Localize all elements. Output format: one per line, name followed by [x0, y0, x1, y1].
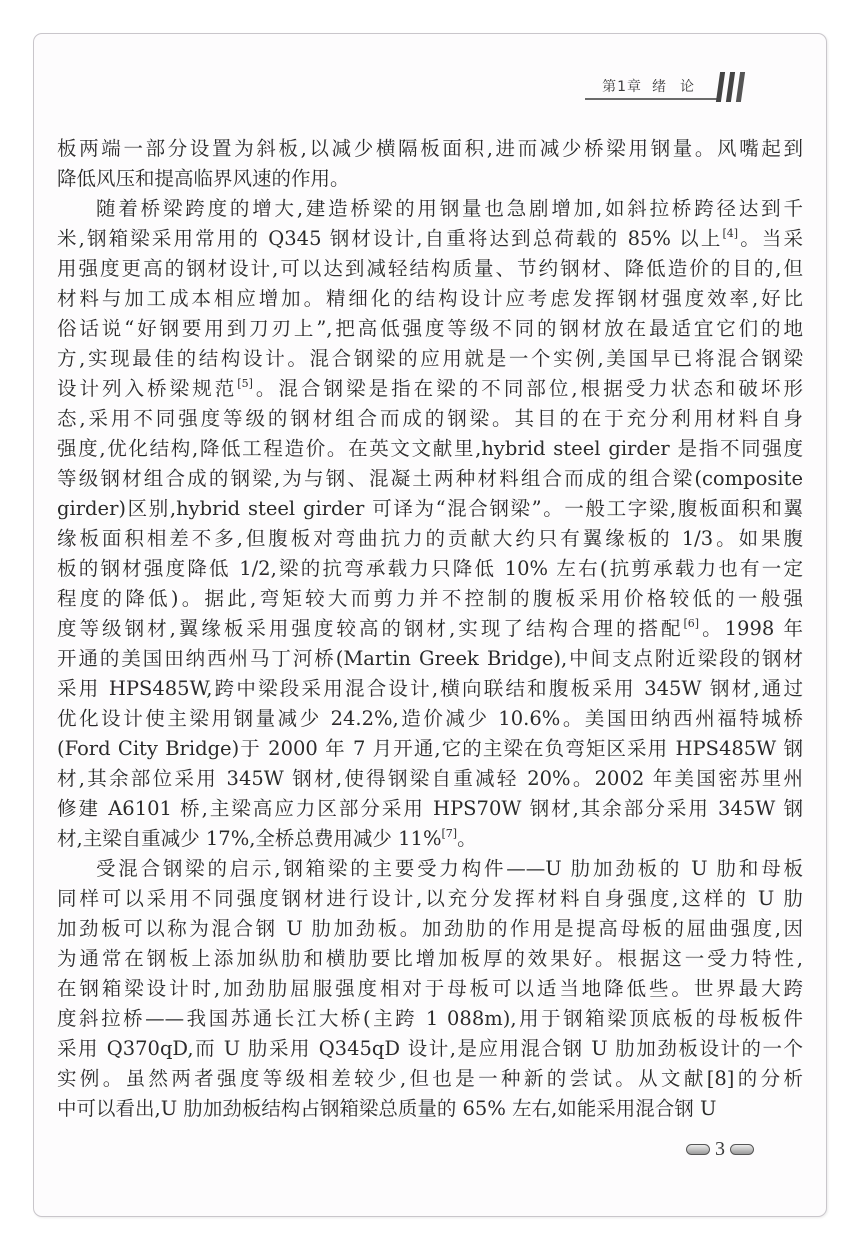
text-line: 降低风压和提高临界风速的作用。: [57, 167, 350, 190]
paragraph: [57, 194, 803, 854]
folio-left-ornament-icon: [686, 1144, 710, 1155]
paragraph: [57, 134, 803, 194]
citation-marker: [4]: [722, 227, 739, 240]
text-line: 修建 A6101 桥,主梁高应力区部分采用 HPS70W 钢材,其余部分采用 345W 钢: [57, 797, 803, 820]
chapter-title: 绪论: [652, 79, 708, 95]
text-line: 板的钢材强度降低 1/2,梁的抗弯承载力只降低 10% 左右(抗剪承载力也有一定: [57, 557, 803, 580]
running-head: [560, 70, 760, 106]
header-stripes-icon: [716, 72, 748, 102]
text-line: 采用 Q370qD,而 U 肋采用 Q345qD 设计,是应用混合钢 U 肋加劲板设计的一个: [57, 1037, 803, 1060]
text-line: 强度,优化结构,降低工程造价。在英文文献里,hybrid steel girder 是指不同强度: [57, 437, 803, 460]
text-line: 材料与加工成本相应增加。精细化的结构设计应考虑发挥钢材强度效率,好比: [57, 287, 803, 310]
text-line: girder)区别,hybrid steel girder 可译为“混合钢梁”。一般工字梁,腹板面积和翼: [57, 497, 803, 520]
text-line: 等级钢材组合成的钢梁,为与钢、混凝土两种材料组合而成的组合梁(composite: [57, 467, 803, 490]
text-line: 随着桥梁跨度的增大,建造桥梁的用钢量也急剧增加,如斜拉桥跨径达到千: [96, 197, 803, 220]
text-line: 材,主梁自重减少 17%,全桥总费用减少 11%[7]。: [57, 827, 477, 850]
text-line: 缘板面积相差不多,但腹板对弯曲抗力的贡献大约只有翼缘板的 1/3。如果腹: [57, 527, 803, 550]
text-line: 加劲板可以称为混合钢 U 肋加劲板。加劲肋的作用是提高母板的屈曲强度,因: [57, 917, 803, 940]
citation-marker: [5]: [237, 377, 253, 390]
text-line: 为通常在钢板上添加纵肋和横肋要比增加板厚的效果好。根据这一受力特性,: [57, 947, 803, 970]
text-line: 度斜拉桥——我国苏通长江大桥(主跨 1 088m),用于钢箱梁顶底板的母板板件: [57, 1007, 803, 1030]
text-line: 受混合钢梁的启示,钢箱梁的主要受力构件——U 肋加劲板的 U 肋和母板: [96, 857, 803, 880]
body-text: [57, 134, 803, 1124]
text-line: 用强度更高的钢材设计,可以达到减轻结构质量、节约钢材、降低造价的目的,但: [57, 257, 803, 280]
text-line: 态,采用不同强度等级的钢材组合而成的钢梁。其目的在于充分利用材料自身: [57, 407, 803, 430]
text-line: 实例。虽然两者强度等级相差较少,但也是一种新的尝试。从文献[8]的分析: [57, 1067, 803, 1090]
text-line: 程度的降低)。据此,弯矩较大而剪力并不控制的腹板采用价格较低的一般强: [57, 587, 803, 610]
chapter-label: [602, 76, 708, 96]
text-line: 中可以看出,U 肋加劲板结构占钢箱梁总质量的 65% 左右,如能采用混合钢 U: [57, 1097, 717, 1120]
text-line: 度等级钢材,翼缘板采用强度较高的钢材,实现了结构合理的搭配[6]。1998 年: [57, 617, 803, 640]
text-line: 采用 HPS485W,跨中梁段采用混合设计,横向联结和腹板采用 345W 钢材,通过: [57, 677, 803, 700]
text-line: 设计列入桥梁规范[5]。混合钢梁是指在梁的不同部位,根据受力状态和破坏形: [57, 377, 803, 400]
text-line: 开通的美国田纳西州马丁河桥(Martin Greek Bridge),中间支点附近梁段的钢材: [57, 647, 803, 670]
text-line: 俗话说“好钢要用到刀刃上”,把高低强度等级不同的钢材放在最适宜它们的地: [57, 317, 803, 340]
citation-marker: [6]: [683, 617, 700, 630]
folio-right-ornament-icon: [730, 1144, 754, 1155]
citation-marker: [7]: [441, 827, 458, 840]
text-line: (Ford City Bridge)于 2000 年 7 月开通,它的主梁在负弯矩区采用 HPS485W 钢: [57, 737, 803, 760]
chapter-number: 第1章: [602, 79, 642, 95]
paragraph: [57, 854, 803, 1124]
text-line: 板两端一部分设置为斜板,以减少横隔板面积,进而减少桥梁用钢量。风嘴起到: [57, 137, 803, 160]
header-rule: [585, 98, 720, 100]
page-folio: [686, 1135, 754, 1163]
text-line: 方,实现最佳的结构设计。混合钢梁的应用就是一个实例,美国早已将混合钢梁: [57, 347, 803, 370]
text-line: 米,钢箱梁采用常用的 Q345 钢材设计,自重将达到总荷载的 85% 以上[4]。当采: [57, 227, 803, 250]
text-line: 材,其余部位采用 345W 钢材,使得钢梁自重减轻 20%。2002 年美国密苏里州: [57, 767, 803, 790]
text-line: 同样可以采用不同强度钢材进行设计,以充分发挥材料自身强度,这样的 U 肋: [57, 887, 803, 910]
text-line: 在钢箱梁设计时,加劲肋屈服强度相对于母板可以适当地降低些。世界最大跨: [57, 977, 803, 1000]
text-line: 优化设计使主梁用钢量减少 24.2%,造价减少 10.6%。美国田纳西州福特城桥: [57, 707, 803, 730]
page-number: 3: [715, 1137, 725, 1160]
